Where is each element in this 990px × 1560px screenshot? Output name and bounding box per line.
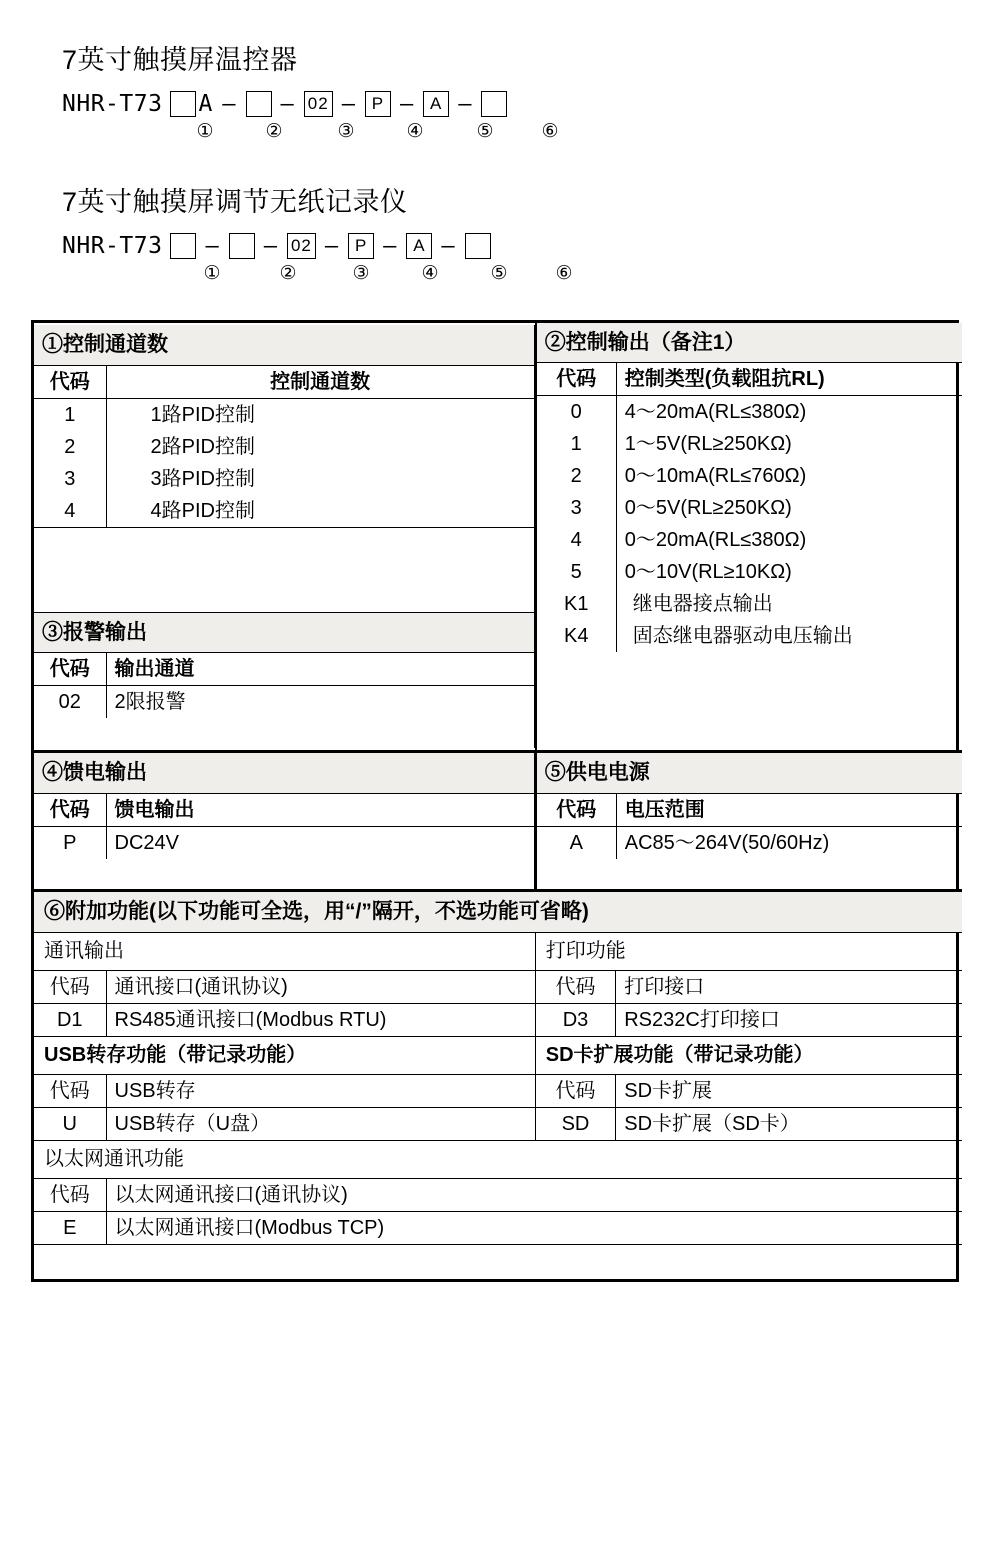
section-6-group-3-rows (34, 1108, 535, 1140)
spec-table (31, 320, 959, 1282)
dash2-4: – (383, 233, 398, 259)
section-5-row-1-name: AC85～264V(50/60Hz) (616, 826, 962, 859)
section-1-header: ①控制通道数 (34, 325, 534, 365)
model-index-row-1 (174, 120, 580, 143)
table-row (536, 1075, 962, 1107)
section-2-row-4-name: 0～5V(RL≥250KΩ) (616, 492, 962, 524)
table-row (536, 396, 962, 429)
section-1-row-1-name: 1路PID控制 (106, 398, 534, 431)
g2-col-name: 打印接口 (616, 971, 962, 1003)
table-row (536, 428, 962, 460)
table-row (536, 826, 962, 859)
section-1-spacer (34, 527, 534, 612)
g1-col-name: 通讯接口(通讯协议) (106, 971, 535, 1003)
code2-slot-4[interactable]: P (348, 233, 374, 259)
section-1-row-4-code: 4 (34, 495, 106, 528)
model-block-2 (62, 180, 594, 285)
section-5-cell (535, 752, 962, 890)
section-2-row-2-code: 1 (536, 428, 616, 460)
table-row (34, 1140, 962, 1178)
section-1-table (34, 325, 535, 748)
section-1-col-code: 代码 (34, 365, 106, 398)
table-row (34, 612, 534, 652)
section-1-row-3-code: 3 (34, 463, 106, 495)
dash2-3: – (324, 233, 340, 259)
section-2-row-8-name: 固态继电器驱动电压输出 (616, 620, 962, 652)
index-3: ③ (337, 121, 355, 142)
index-4: ④ (406, 121, 424, 142)
section-4-spacer (34, 859, 534, 889)
table-row (34, 971, 535, 1003)
table-row (34, 1075, 535, 1107)
g5-row-1-code: E (34, 1212, 106, 1244)
table-row (34, 1178, 962, 1211)
section-6-group-2-head-cell (535, 970, 962, 1003)
section-1-row-1-code: 1 (34, 398, 106, 431)
table-row (536, 753, 962, 793)
model-prefix-1: NHR-T73 (62, 91, 163, 117)
section-6-group-5-rows (34, 1212, 962, 1244)
section-6-group-3-row-cell (34, 1107, 535, 1140)
table-row (536, 588, 962, 620)
index2-4: ④ (421, 263, 439, 284)
section-2-row-8-code: K4 (536, 620, 616, 652)
section-4-row-1-name: DC24V (106, 826, 534, 859)
table-row (34, 365, 534, 398)
section-6-group-5-head (34, 1179, 962, 1211)
section-5-spacer (536, 859, 962, 889)
table-row (34, 325, 534, 365)
section-1-row-4-name: 4路PID控制 (106, 495, 534, 528)
section-2-row-6-name: 0～10V(RL≥10KΩ) (616, 556, 962, 588)
section-2-row-7-code: K1 (536, 588, 616, 620)
table-row (34, 753, 534, 793)
section-4-cell (34, 752, 535, 890)
table-row (34, 495, 534, 528)
section-4-col-code: 代码 (34, 793, 106, 826)
section-1-3-cell (34, 323, 535, 752)
code2-slot-2[interactable] (229, 233, 255, 259)
table-row (34, 652, 534, 685)
section-2-row-7-name: 继电器接点输出 (616, 588, 962, 620)
table-row (34, 826, 534, 859)
section-6-group-2-head (536, 971, 962, 1003)
section-6-group-3-head (34, 1075, 535, 1107)
section-4-col-name: 馈电输出 (106, 793, 534, 826)
section-6-group-2-title: 打印功能 (535, 932, 962, 970)
model-title-2: 7英寸触摸屏调节无纸记录仪 (62, 187, 408, 217)
section-3-spacer (34, 718, 534, 748)
dash-3: – (341, 91, 356, 117)
section-2-row-1-name: 4～20mA(RL≤380Ω) (616, 396, 962, 429)
table-row (34, 1036, 962, 1074)
section-6-group-5-row-cell (34, 1211, 962, 1244)
g4-col-name: SD卡扩展 (616, 1075, 962, 1107)
g4-col-code: 代码 (536, 1075, 616, 1107)
g5-col-code: 代码 (34, 1179, 106, 1211)
g1-row-1-code: D1 (34, 1004, 106, 1036)
table-row (34, 793, 534, 826)
index-5: ⑤ (476, 121, 494, 142)
model-title-1: 7英寸触摸屏温控器 (62, 45, 298, 75)
table-row (34, 752, 962, 890)
index2-1: ① (203, 263, 221, 284)
index2-3: ③ (352, 263, 370, 284)
section-6-group-5-title: 以太网通讯功能 (34, 1140, 962, 1178)
section-6-group-1-head (34, 971, 535, 1003)
section-6-group-4-row-cell (535, 1107, 962, 1140)
g3-row-1-name: USB转存（U盘） (106, 1108, 535, 1140)
model-prefix-2: NHR-T73 (62, 233, 163, 259)
table-row (536, 1108, 962, 1140)
section-2-col-name: 控制类型(负载阻抗RL) (616, 363, 962, 396)
g2-col-code: 代码 (536, 971, 616, 1003)
section-2-header: ②控制输出（备注1） (536, 323, 962, 363)
g1-col-code: 代码 (34, 971, 106, 1003)
section-6-group-1-row-cell (34, 1003, 535, 1036)
table-row (34, 1107, 962, 1140)
table-row (536, 492, 962, 524)
g5-col-name: 以太网通讯接口(通讯协议) (106, 1179, 962, 1211)
table-row (34, 1003, 962, 1036)
table-row (34, 1108, 535, 1140)
section-3-col-code: 代码 (34, 652, 106, 685)
dash2-2: – (263, 233, 278, 259)
table-row (34, 527, 534, 612)
table-row (34, 1004, 535, 1036)
spec-table-grid (34, 323, 962, 1279)
section-6-group-5-head-cell (34, 1178, 962, 1211)
section-6-group-3-title: USB转存功能（带记录功能） (34, 1036, 535, 1074)
code-slot-5[interactable]: A (423, 91, 449, 117)
section-6-group-1-head-cell (34, 970, 535, 1003)
section-6-group-2-rows (536, 1004, 962, 1036)
section-2-row-5-code: 4 (536, 524, 616, 556)
section-5-col-code: 代码 (536, 793, 616, 826)
model-block-1 (62, 38, 580, 143)
index-1: ① (196, 121, 214, 142)
table-row (536, 652, 962, 750)
section-6-group-4-rows (536, 1108, 962, 1140)
table-row (34, 718, 534, 748)
table-row (34, 1212, 962, 1244)
code-literal-a: A (198, 91, 214, 117)
section-6-group-4-title: SD卡扩展功能（带记录功能） (535, 1036, 962, 1074)
section-6-group-4-head (536, 1075, 962, 1107)
table-row (34, 970, 962, 1003)
section-1-row-2-code: 2 (34, 431, 106, 463)
code2-slot-5[interactable]: A (406, 233, 432, 259)
section-2-row-4-code: 3 (536, 492, 616, 524)
dash2-1: – (205, 233, 220, 259)
index-2: ② (265, 121, 283, 142)
section-1-col-name: 控制通道数 (106, 365, 534, 398)
table-row (536, 524, 962, 556)
table-row (34, 890, 962, 932)
section-1-row-2-name: 2路PID控制 (106, 431, 534, 463)
section-1-row-3-name: 3路PID控制 (106, 463, 534, 495)
section-2-row-3-code: 2 (536, 460, 616, 492)
code2-slot-3[interactable]: 02 (287, 233, 316, 259)
table-row (34, 398, 534, 431)
code-slot-3[interactable]: 02 (304, 91, 333, 117)
section-6-group-2-row-cell (535, 1003, 962, 1036)
table-row (536, 620, 962, 652)
table-row (536, 793, 962, 826)
table-row (536, 363, 962, 396)
code2-slot-6[interactable] (465, 233, 491, 259)
section-6-group-4-head-cell (535, 1074, 962, 1107)
section-2-row-5-name: 0～20mA(RL≤380Ω) (616, 524, 962, 556)
table-row (34, 1179, 962, 1211)
section-3-header: ③报警输出 (34, 612, 534, 652)
section-2-row-2-name: 1～5V(RL≥250KΩ) (616, 428, 962, 460)
index2-6: ⑥ (555, 263, 573, 284)
table-row (34, 1211, 962, 1244)
table-row (536, 460, 962, 492)
model-code-row-2 (62, 233, 594, 259)
table-row (536, 971, 962, 1003)
table-row (536, 556, 962, 588)
section-5-col-name: 电压范围 (616, 793, 962, 826)
code-slot-4[interactable]: P (365, 91, 391, 117)
dash-1: – (222, 91, 237, 117)
section-3-row-1-name: 2限报警 (106, 685, 534, 718)
section-6-bottom-spacer (34, 1244, 962, 1279)
g2-row-1-code: D3 (536, 1004, 616, 1036)
dash-4: – (399, 91, 415, 117)
section-5-table (536, 753, 962, 888)
section-2-col-code: 代码 (536, 363, 616, 396)
section-6-group-1-rows (34, 1004, 535, 1036)
section-6-header: ⑥附加功能(以下功能可全选，用“/”隔开，不选功能可省略) (34, 890, 962, 932)
dash2-5: – (441, 233, 456, 259)
table-row (536, 323, 962, 363)
section-3-col-name: 输出通道 (106, 652, 534, 685)
code-slot-6[interactable] (481, 91, 507, 117)
table-row (34, 1244, 962, 1279)
model-code-row-1 (62, 91, 580, 117)
g3-row-1-code: U (34, 1108, 106, 1140)
table-row (34, 323, 962, 752)
g5-row-1-name: 以太网通讯接口(Modbus TCP) (106, 1212, 962, 1244)
index2-5: ⑤ (490, 263, 508, 284)
section-6-group-1-title: 通讯输出 (34, 932, 535, 970)
table-row (34, 685, 534, 718)
dash-5: – (458, 91, 473, 117)
code-slot-1[interactable] (170, 91, 196, 117)
section-2-cell (535, 323, 962, 752)
table-row (34, 1074, 962, 1107)
section-4-header: ④馈电输出 (34, 753, 534, 793)
section-4-row-1-code: P (34, 826, 106, 859)
index2-2: ② (279, 263, 297, 284)
code-slot-2[interactable] (246, 91, 272, 117)
section-4-table (34, 753, 535, 888)
section-2-row-1-code: 0 (536, 396, 616, 429)
table-row (536, 1004, 962, 1036)
model-index-row-2 (174, 262, 594, 285)
index-6: ⑥ (541, 121, 559, 142)
table-row (34, 859, 534, 889)
g3-col-code: 代码 (34, 1075, 106, 1107)
table-row (34, 932, 962, 970)
g4-row-1-code: SD (536, 1108, 616, 1140)
section-5-row-1-code: A (536, 826, 616, 859)
table-row (34, 431, 534, 463)
section-6-group-3-head-cell (34, 1074, 535, 1107)
section-2-table (536, 323, 962, 750)
table-row (34, 463, 534, 495)
g1-row-1-name: RS485通讯接口(Modbus RTU) (106, 1004, 535, 1036)
section-2-row-6-code: 5 (536, 556, 616, 588)
section-2-row-3-name: 0～10mA(RL≤760Ω) (616, 460, 962, 492)
g3-col-name: USB转存 (106, 1075, 535, 1107)
table-row (536, 859, 962, 889)
section-3-row-1-code: 02 (34, 685, 106, 718)
section-5-header: ⑤供电电源 (536, 753, 962, 793)
code2-slot-1[interactable] (170, 233, 196, 259)
section-2-spacer (536, 652, 962, 750)
g4-row-1-name: SD卡扩展（SD卡） (616, 1108, 962, 1140)
g2-row-1-name: RS232C打印接口 (616, 1004, 962, 1036)
dash-2: – (280, 91, 295, 117)
